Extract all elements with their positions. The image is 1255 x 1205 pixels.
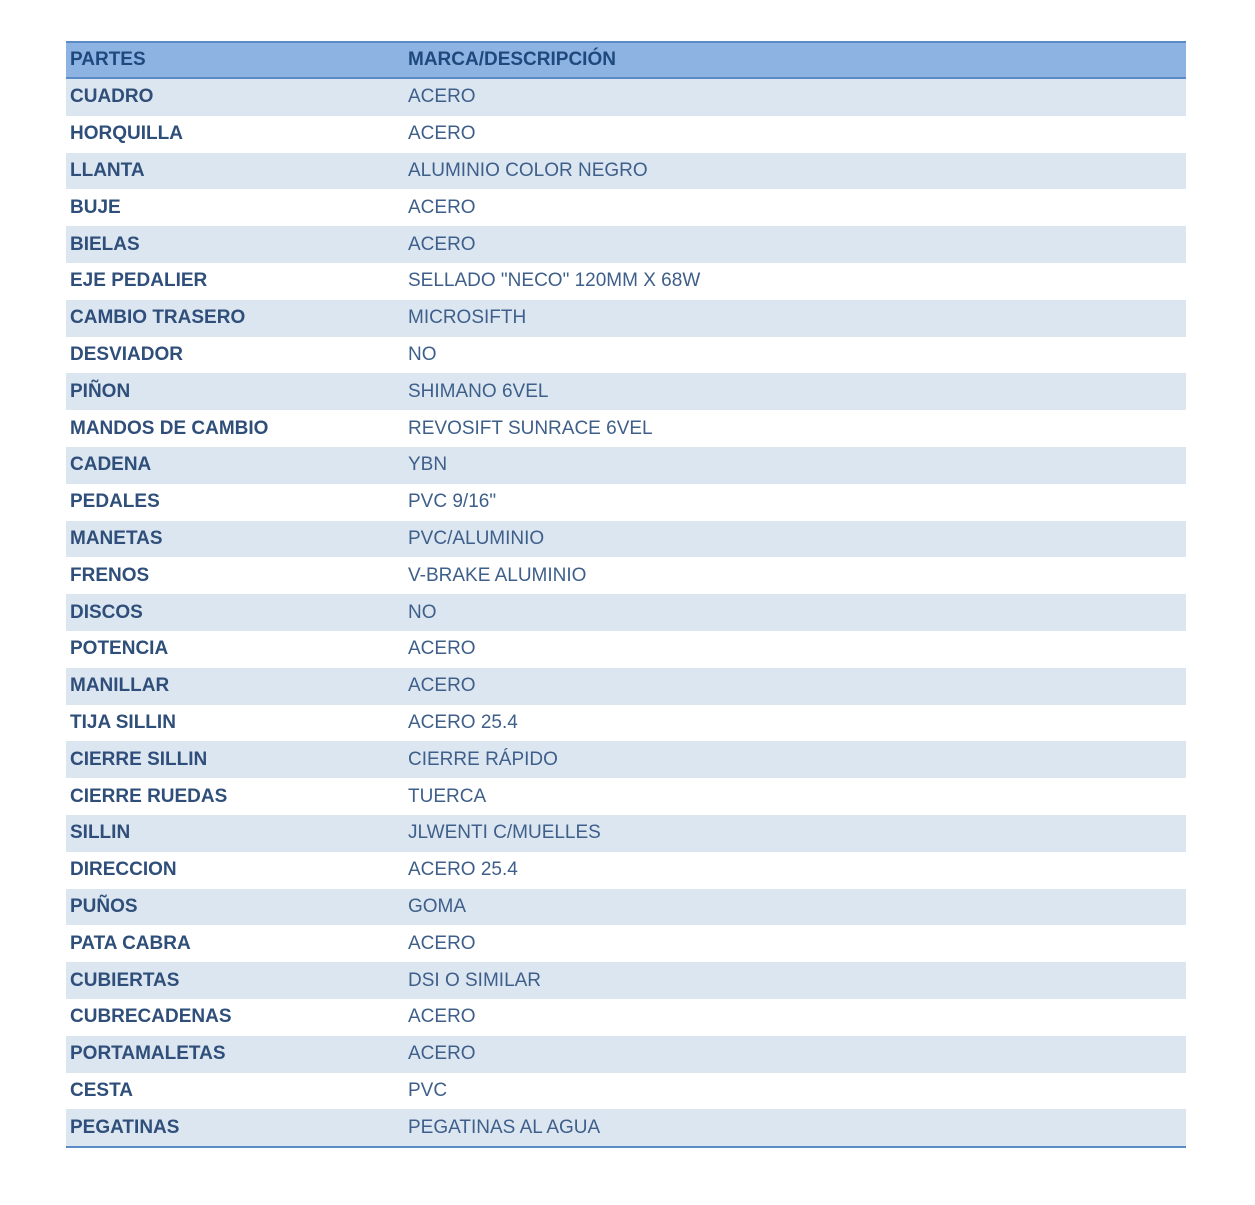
part-name-cell: PATA CABRA [70,932,191,954]
part-description-cell: TUERCA [408,785,487,807]
table-row [66,300,1186,337]
part-description-cell: ACERO [408,233,476,255]
part-description-cell: ACERO [408,123,476,145]
part-description-cell: ACERO [408,932,476,954]
table-row [66,263,1186,300]
part-name-cell: CUBIERTAS [70,969,180,991]
part-description-cell: GOMA [408,895,467,917]
part-name-cell: BUJE [70,196,121,218]
table-row [66,925,1186,962]
table-row [66,153,1186,190]
table-body [66,78,1186,1147]
table-header [66,42,1186,78]
part-name-cell: CIERRE RUEDAS [70,785,228,807]
part-name-cell: MANILLAR [70,675,170,697]
table-row [66,1109,1186,1147]
table-row [66,705,1186,742]
part-name-cell: CAMBIO TRASERO [70,307,246,329]
part-name-cell: PUÑOS [70,895,138,917]
part-description-cell: ACERO 25.4 [408,711,518,733]
specs-table [66,41,1186,1148]
part-name-cell: DISCOS [70,601,143,623]
table-row [66,815,1186,852]
part-description-cell: ACERO [408,1043,476,1065]
part-description-cell: PVC 9/16" [408,491,497,513]
part-name-cell: BIELAS [70,233,140,255]
part-description-cell: ACERO [408,196,476,218]
header-partes: PARTES [66,42,404,78]
part-description-cell: REVOSIFT SUNRACE 6VEL [408,417,653,439]
table-row [66,889,1186,926]
part-description-cell: ACERO [408,86,476,108]
part-name-cell: EJE PEDALIER [70,270,208,292]
part-name-cell: CADENA [70,454,152,476]
table-row [66,447,1186,484]
part-description-cell: SHIMANO 6VEL [408,380,549,402]
part-description-cell: JLWENTI C/MUELLES [408,822,601,844]
part-name-cell: DIRECCION [70,859,177,881]
table-row [66,999,1186,1036]
part-description-cell: CIERRE RÁPIDO [408,748,558,770]
part-name-cell: HORQUILLA [70,123,183,145]
part-name-cell: FRENOS [70,564,150,586]
table-row [66,337,1186,374]
table-row [66,373,1186,410]
part-name-cell: CUADRO [70,86,154,108]
part-description-cell: V-BRAKE ALUMINIO [408,564,587,586]
part-description-cell: ACERO 25.4 [408,859,518,881]
table-row [66,631,1186,668]
part-name-cell: PORTAMALETAS [70,1043,226,1065]
part-name-cell: MANETAS [70,527,163,549]
part-name-cell: TIJA SILLIN [70,711,176,733]
part-name-cell: DESVIADOR [70,343,183,365]
table-row [66,668,1186,705]
table-row [66,521,1186,558]
table-row [66,78,1186,116]
part-description-cell: ACERO [408,638,476,660]
part-description-cell: YBN [408,454,448,476]
part-name-cell: PIÑON [70,380,131,402]
part-description-cell: MICROSIFTH [408,307,527,329]
table-row [66,410,1186,447]
table-row [66,594,1186,631]
table-row [66,1073,1186,1110]
part-name-cell: CIERRE SILLIN [70,748,208,770]
part-description-cell: DSI O SIMILAR [408,969,542,991]
part-description-cell: ACERO [408,675,476,697]
part-description-cell: PVC/ALUMINIO [408,527,545,549]
part-description-cell: NO [408,343,437,365]
part-description-cell: ALUMINIO COLOR NEGRO [408,159,648,181]
part-description-cell: PVC [408,1079,448,1101]
header-marca-descripcion: MARCA/DESCRIPCIÓN [404,42,1186,78]
table-row [66,778,1186,815]
part-name-cell: SILLIN [70,822,131,844]
header-row [66,42,1186,78]
part-name-cell: MANDOS DE CAMBIO [70,417,269,439]
table-row [66,962,1186,999]
table-row [66,1036,1186,1073]
table-row [66,226,1186,263]
table-row [66,189,1186,226]
table-row [66,116,1186,153]
part-description-cell: PEGATINAS AL AGUA [404,1109,1186,1147]
part-name-cell: POTENCIA [70,638,169,660]
table-row [66,852,1186,889]
part-name-cell: CUBRECADENAS [70,1006,232,1028]
table-row [66,484,1186,521]
part-name-cell: PEDALES [70,491,160,513]
table-row [66,741,1186,778]
part-name-cell: PEGATINAS [66,1109,404,1147]
table-row [66,557,1186,594]
part-name-cell: CESTA [70,1079,133,1101]
part-description-cell: NO [408,601,437,623]
part-description-cell: SELLADO "NECO" 120MM X 68W [408,270,701,292]
part-name-cell: LLANTA [70,159,145,181]
part-description-cell: ACERO [408,1006,476,1028]
